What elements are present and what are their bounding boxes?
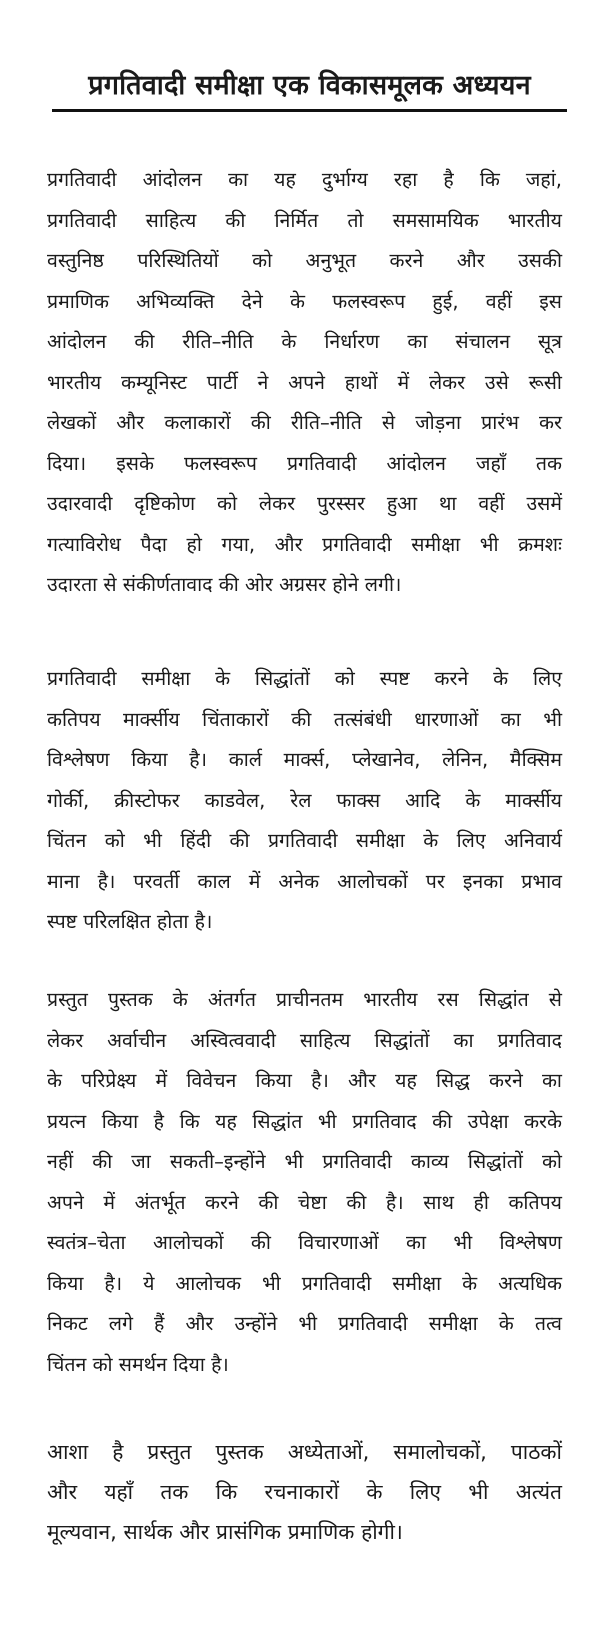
text-line: आशा है प्रस्तुत पुस्तक अध्येताओं, समालोचकों, पाठकों (47, 1440, 562, 1464)
text-line: नहीं की जा सकती–इन्होंने भी प्रगतिवादी काव्य सिद्धांतों को (47, 1150, 562, 1173)
paragraph-4 (47, 1432, 562, 1552)
text-line: दिया। इसके फलस्वरूप प्रगतिवादी आंदोलन जहाँ तक (47, 451, 562, 475)
text-line: लेकर अर्वाचीन अस्वित्ववादी साहित्य सिद्धांतों का प्रगतिवाद (47, 1028, 562, 1052)
text-line: माना है। परवर्ती काल में अनेक आलोचकों पर इनका प्रभाव (47, 869, 562, 893)
text-line: कतिपय मार्क्सीय चिंताकारों की तत्संबंधी धारणाओं का भी (47, 707, 562, 731)
text-line: उदारवादी दृष्टिकोण को लेकर पुरस्सर हुआ था वहीं उसमें (47, 492, 562, 515)
text-line: प्रमाणिक अभिव्यक्ति देने के फलस्वरूप हुई, वहीं इस (47, 289, 562, 313)
text-line: वस्तुनिष्ठ परिस्थितियों को अनुभूत करने और उसकी (47, 249, 562, 272)
text-line: उदारता से संकीर्णतावाद की ओर अग्रसर होने लगी। (47, 573, 402, 596)
text-line: प्रयत्न किया है कि यह सिद्धांत भी प्रगतिवाद की उपेक्षा करके (47, 1109, 562, 1133)
paragraph-1 (47, 160, 562, 606)
text-line: स्वतंत्र–चेता आलोचकों की विचारणाओं का भी विश्लेषण (47, 1231, 562, 1254)
title-block (52, 66, 567, 106)
text-line: गत्याविरोध पैदा हो गया, और प्रगतिवादी समीक्षा भी क्रमशः (47, 532, 562, 556)
text-line: निकट लगे हैं और उन्होंने भी प्रगतिवादी समीक्षा के तत्व (47, 1312, 562, 1335)
text-line: प्रगतिवादी समीक्षा के सिद्धांतों को स्पष्ट करने के लिए (47, 667, 562, 690)
text-line: मूल्यवान, सार्थक और प्रासंगिक प्रमाणिक होगी। (47, 1520, 403, 1544)
text-line: गोर्की, क्रीस्टोफर काडवेल, रेल फाक्स आदि के मार्क्सीय (47, 788, 562, 812)
text-line: लेखकों और कलाकारों की रीति–नीति से जोड़ना प्रारंभ कर (47, 411, 562, 434)
text-line: चिंतन को समर्थन दिया है। (47, 1352, 229, 1376)
paragraph-2 (47, 659, 562, 943)
page-title: प्रगतिवादी समीक्षा एक विकासमूलक अध्ययन (88, 70, 531, 101)
text-line: विश्लेषण किया है। कार्ल मार्क्स, प्लेखानेव, लेनिन, मैक्सिम (47, 748, 562, 771)
text-line: प्रगतिवादी आंदोलन का यह दुर्भाग्य रहा है कि जहां, (47, 168, 562, 191)
text-line: भारतीय कम्यूनिस्ट पार्टी ने अपने हाथों में लेकर उसे रूसी (47, 370, 562, 394)
text-line: किया है। ये आलोचक भी प्रगतिवादी समीक्षा के अत्यधिक (47, 1271, 562, 1295)
text-line: अपने में अंतर्भूत करने की चेष्टा की है। साथ ही कतिपय (47, 1190, 562, 1214)
text-line: स्पष्ट परिलक्षित होता है। (47, 910, 213, 933)
text-line: आंदोलन की रीति–नीति के निर्धारण का संचालन सूत्र (47, 330, 562, 353)
text-line: और यहाँ तक कि रचनाकारों के लिए भी अत्यंत (47, 1480, 562, 1504)
title-underline (52, 109, 567, 112)
text-line: प्रस्तुत पुस्तक के अंतर्गत प्राचीनतम भारतीय रस सिद्धांत से (47, 988, 562, 1011)
paragraph-3 (47, 980, 562, 1385)
text-line: के परिप्रेक्ष्य में विवेचन किया है। और यह सिद्ध करने का (47, 1069, 562, 1092)
text-line: चिंतन को भी हिंदी की प्रगतिवादी समीक्षा के लिए अनिवार्य (47, 829, 562, 852)
text-line: प्रगतिवादी साहित्य की निर्मित तो समसामयिक भारतीय (47, 208, 562, 232)
